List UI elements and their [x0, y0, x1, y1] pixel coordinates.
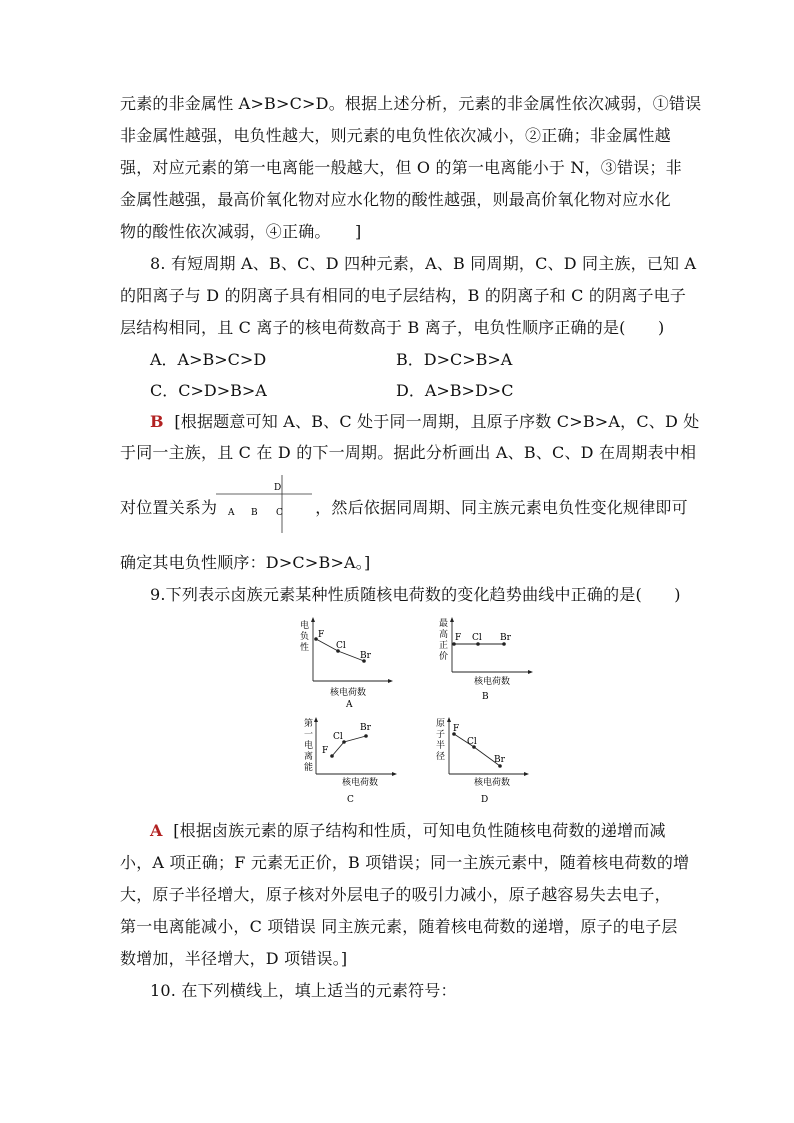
graph-a	[296, 614, 406, 708]
graph-d	[430, 714, 540, 808]
q9-answer: A	[150, 821, 163, 840]
text-line: 元素的非金属性 A>B>C>D。根据上述分析，元素的非金属性依次减弱，①错误	[120, 94, 702, 113]
q9-explain-text: [根据卤族元素的原子结构和性质，可知电负性随核电荷数的递增而减	[173, 821, 666, 840]
point-label: Cl	[336, 641, 346, 651]
q8-stem-line: 8. 有短周期 A、B、C、D 四种元素，A、B 同周期，C、D 同主族，已知 A	[150, 254, 697, 273]
y-label: 性	[300, 643, 310, 653]
q8-option-c: C．C>D>B>A	[150, 381, 267, 400]
q9-explain-line: 大，原子半径增大，原子核对外层电子的吸引力减小，原子越容易失去电子，	[120, 885, 671, 904]
graph-caption: A	[346, 700, 353, 708]
y-label: 径	[436, 752, 446, 762]
graph-c	[296, 714, 406, 808]
q8-position-line	[120, 498, 688, 518]
point-label: Br	[360, 723, 371, 733]
q8-option-a: A．A>B>C>D	[150, 350, 267, 369]
y-label: 一	[304, 730, 314, 740]
y-label: 子	[436, 730, 446, 740]
q8-explain-line: 于同一主族，且 C 在 D 的下一周期。据此分析画出 A、B、C、D 在周期表中相	[120, 443, 697, 462]
x-label: 核电荷数	[474, 677, 511, 687]
x-label: 核电荷数	[330, 688, 367, 698]
q8-explain-text: [根据题意可知 A、B、C 处于同一周期，且原子序数 C>B>A，C、D 处	[174, 412, 700, 431]
q9-explain-line: 第一电离能减小，C 项错误 同主族元素，随着核电荷数的递增，原子的电子层	[120, 917, 678, 936]
graph-b	[430, 614, 540, 708]
q9-explain-line: 数增加，半径增大，D 项错误。]	[120, 949, 348, 968]
point-label: Br	[360, 651, 371, 661]
point-label: F	[322, 746, 329, 756]
q8-option-b: B．D>C>B>A	[396, 350, 513, 369]
point-label: F	[453, 724, 460, 734]
q8-position-pre: 对位置关系为	[120, 498, 218, 517]
point-label: Cl	[472, 633, 482, 643]
y-label: 原	[436, 719, 446, 729]
graph-caption: C	[347, 795, 354, 805]
q8-stem-line: 层结构相同，且 C 离子的核电荷数高于 B 离子，电负性顺序正确的是( )	[120, 318, 665, 337]
q10-stem: 10. 在下列横线上，填上适当的元素符号：	[150, 981, 457, 1000]
y-label: 正	[439, 641, 449, 651]
point-label: Cl	[333, 732, 343, 742]
point-label: Cl	[467, 737, 477, 747]
q9-explain-line: 小，A 项正确；F 元素无正价，B 项错误；同一主族元素中，随着核电荷数的增	[120, 853, 690, 872]
y-label: 第	[304, 719, 314, 729]
y-label: 负	[300, 632, 310, 642]
text-line: 金属性越强，最高价氧化物对应水化物的酸性越强，则最高价氧化物对应水化	[120, 190, 671, 209]
table-cell-d: D	[274, 483, 282, 493]
x-label: 核电荷数	[342, 778, 379, 788]
y-label: 电	[300, 621, 310, 631]
point-label: F	[455, 633, 462, 643]
periodic-position-diagram	[216, 473, 316, 535]
y-label: 高	[439, 630, 449, 640]
graph-caption: D	[481, 795, 489, 805]
q9-stem: 9.下列表示卤族元素某种性质随核电荷数的变化趋势曲线中正确的是( )	[150, 585, 681, 604]
x-label: 核电荷数	[474, 778, 511, 788]
point-label: F	[318, 630, 325, 640]
y-label: 离	[304, 752, 314, 762]
q8-stem-line: 的阳离子与 D 的阴离子具有相同的电子层结构，B 的阴离子和 C 的阴离子电子	[120, 286, 687, 305]
point-label: Br	[500, 633, 511, 643]
y-label: 半	[436, 741, 446, 751]
text-line: 强，对应元素的第一电离能一般越大，但 O 的第一电离能小于 N，③错误；非	[120, 158, 682, 177]
q9-explain-line	[150, 821, 680, 841]
q8-answer: B	[150, 412, 164, 431]
y-label: 价	[439, 652, 449, 662]
text-line: 物的酸性依次减弱，④正确。 ]	[120, 222, 362, 241]
table-cell-c: C	[276, 508, 283, 518]
q8-position-post: ，然后依据同周期、同主族元素电负性变化规律即可	[315, 498, 688, 517]
y-label: 最	[439, 619, 449, 629]
q8-final-line: 确定其电负性顺序：D>C>B>A。]	[120, 553, 371, 572]
y-label: 能	[304, 763, 314, 773]
text-line: 非金属性越强，电负性越大，则元素的电负性依次减小，②正确；非金属性越	[120, 126, 671, 145]
q8-explain-line	[150, 412, 700, 432]
table-cell-a: A	[228, 508, 235, 518]
q8-option-d: D．A>B>D>C	[396, 381, 514, 400]
graph-caption: B	[482, 692, 489, 702]
y-label: 电	[304, 741, 314, 751]
table-cell-b: B	[251, 508, 258, 518]
point-label: Br	[494, 755, 505, 765]
